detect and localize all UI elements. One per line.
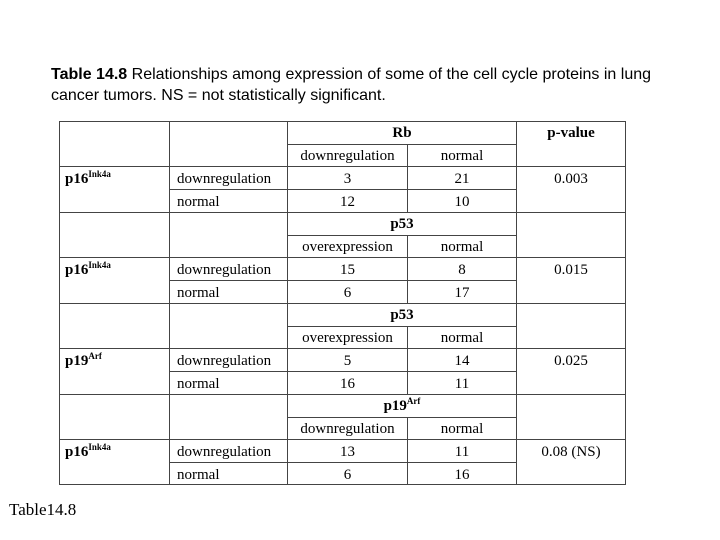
caption-text: Relationships among expression of some of the cell cycle proteins in lung cancer tumors. NS = not statistically significant. bbox=[51, 66, 652, 104]
table-border-bottom bbox=[59, 484, 626, 485]
row2-value-b: 17 bbox=[454, 285, 470, 301]
pvalue-header: p-value bbox=[547, 125, 595, 141]
group-mid-line bbox=[169, 189, 516, 190]
data-table bbox=[59, 121, 626, 485]
row1-value-a: 5 bbox=[343, 353, 352, 369]
row2-label: normal bbox=[177, 467, 220, 483]
group-header-text: p53 bbox=[390, 216, 414, 232]
row2-value-a: 6 bbox=[343, 285, 352, 301]
row2-label: normal bbox=[177, 285, 220, 301]
group-mid-line bbox=[169, 280, 516, 281]
row1-value-b: 14 bbox=[454, 353, 470, 369]
group-row-label-text: p19 bbox=[65, 353, 89, 369]
table-border-top bbox=[59, 121, 626, 122]
row1-value-a: 15 bbox=[340, 262, 355, 278]
row1-value-a: 13 bbox=[340, 444, 355, 460]
group-subheader-line bbox=[287, 235, 516, 236]
row1-label: downregulation bbox=[177, 171, 272, 187]
group-col2-label: normal bbox=[440, 330, 484, 346]
row1-label: downregulation bbox=[177, 444, 272, 460]
caption-label: Table 14.8 bbox=[51, 66, 128, 83]
row2-value-b: 10 bbox=[454, 194, 470, 210]
group-header bbox=[288, 215, 516, 233]
group-pvalue: 0.003 bbox=[554, 171, 588, 187]
group-separator bbox=[59, 303, 626, 304]
footer-label: Table14.8 bbox=[9, 500, 77, 519]
group-header bbox=[288, 306, 516, 324]
group-col2-label: normal bbox=[440, 421, 484, 437]
row2-value-a: 12 bbox=[340, 194, 355, 210]
row2-label: normal bbox=[177, 376, 220, 392]
group-col1-label: overexpression bbox=[302, 239, 393, 255]
group-pvalue: 0.015 bbox=[554, 262, 588, 278]
group-header-text: p53 bbox=[390, 307, 414, 323]
group-col2-label: normal bbox=[440, 239, 484, 255]
group-row-label-superscript: Ink4a bbox=[88, 169, 111, 179]
row2-value-b: 11 bbox=[454, 376, 470, 392]
group-row-label bbox=[65, 352, 102, 370]
group-row-label bbox=[65, 170, 111, 188]
group-row-label-superscript: Ink4a bbox=[88, 442, 111, 452]
group-header-text: p19 bbox=[383, 398, 407, 414]
group-row-label-text: p16 bbox=[65, 262, 89, 278]
group-col1-label: overexpression bbox=[302, 330, 393, 346]
group-col1-label: downregulation bbox=[300, 421, 395, 437]
row2-value-a: 16 bbox=[340, 376, 355, 392]
group-row-label bbox=[65, 443, 111, 461]
group-header-superscript: Arf bbox=[406, 396, 421, 406]
group-subheader-line bbox=[287, 144, 516, 145]
row1-label: downregulation bbox=[177, 262, 272, 278]
group-row-line bbox=[59, 257, 626, 258]
group-header-text: Rb bbox=[392, 125, 412, 141]
group-separator bbox=[59, 394, 626, 395]
row1-label: downregulation bbox=[177, 353, 272, 369]
group-pvalue: 0.025 bbox=[554, 353, 588, 369]
group-row-line bbox=[59, 348, 626, 349]
row2-value-a: 6 bbox=[343, 467, 352, 483]
group-row-label-text: p16 bbox=[65, 171, 89, 187]
table-caption bbox=[51, 64, 671, 106]
row1-value-b: 11 bbox=[454, 444, 470, 460]
group-row-line bbox=[59, 439, 626, 440]
row1-value-b: 8 bbox=[458, 262, 466, 278]
group-row-label-superscript: Arf bbox=[88, 351, 102, 361]
group-col2-label: normal bbox=[440, 148, 484, 164]
group-header bbox=[288, 124, 516, 142]
group-mid-line bbox=[169, 371, 516, 372]
group-row-label-text: p16 bbox=[65, 444, 89, 460]
group-mid-line bbox=[169, 462, 516, 463]
row1-value-b: 21 bbox=[454, 171, 470, 187]
group-subheader-line bbox=[287, 326, 516, 327]
group-subheader-line bbox=[287, 417, 516, 418]
row2-label: normal bbox=[177, 194, 220, 210]
group-header bbox=[288, 397, 516, 415]
group-col1-label: downregulation bbox=[300, 148, 395, 164]
group-pvalue: 0.08 (NS) bbox=[541, 444, 601, 460]
group-separator bbox=[59, 212, 626, 213]
group-row-label bbox=[65, 261, 111, 279]
row2-value-b: 16 bbox=[454, 467, 470, 483]
group-row-label-superscript: Ink4a bbox=[88, 260, 111, 270]
group-row-line bbox=[59, 166, 626, 167]
row1-value-a: 3 bbox=[343, 171, 352, 187]
